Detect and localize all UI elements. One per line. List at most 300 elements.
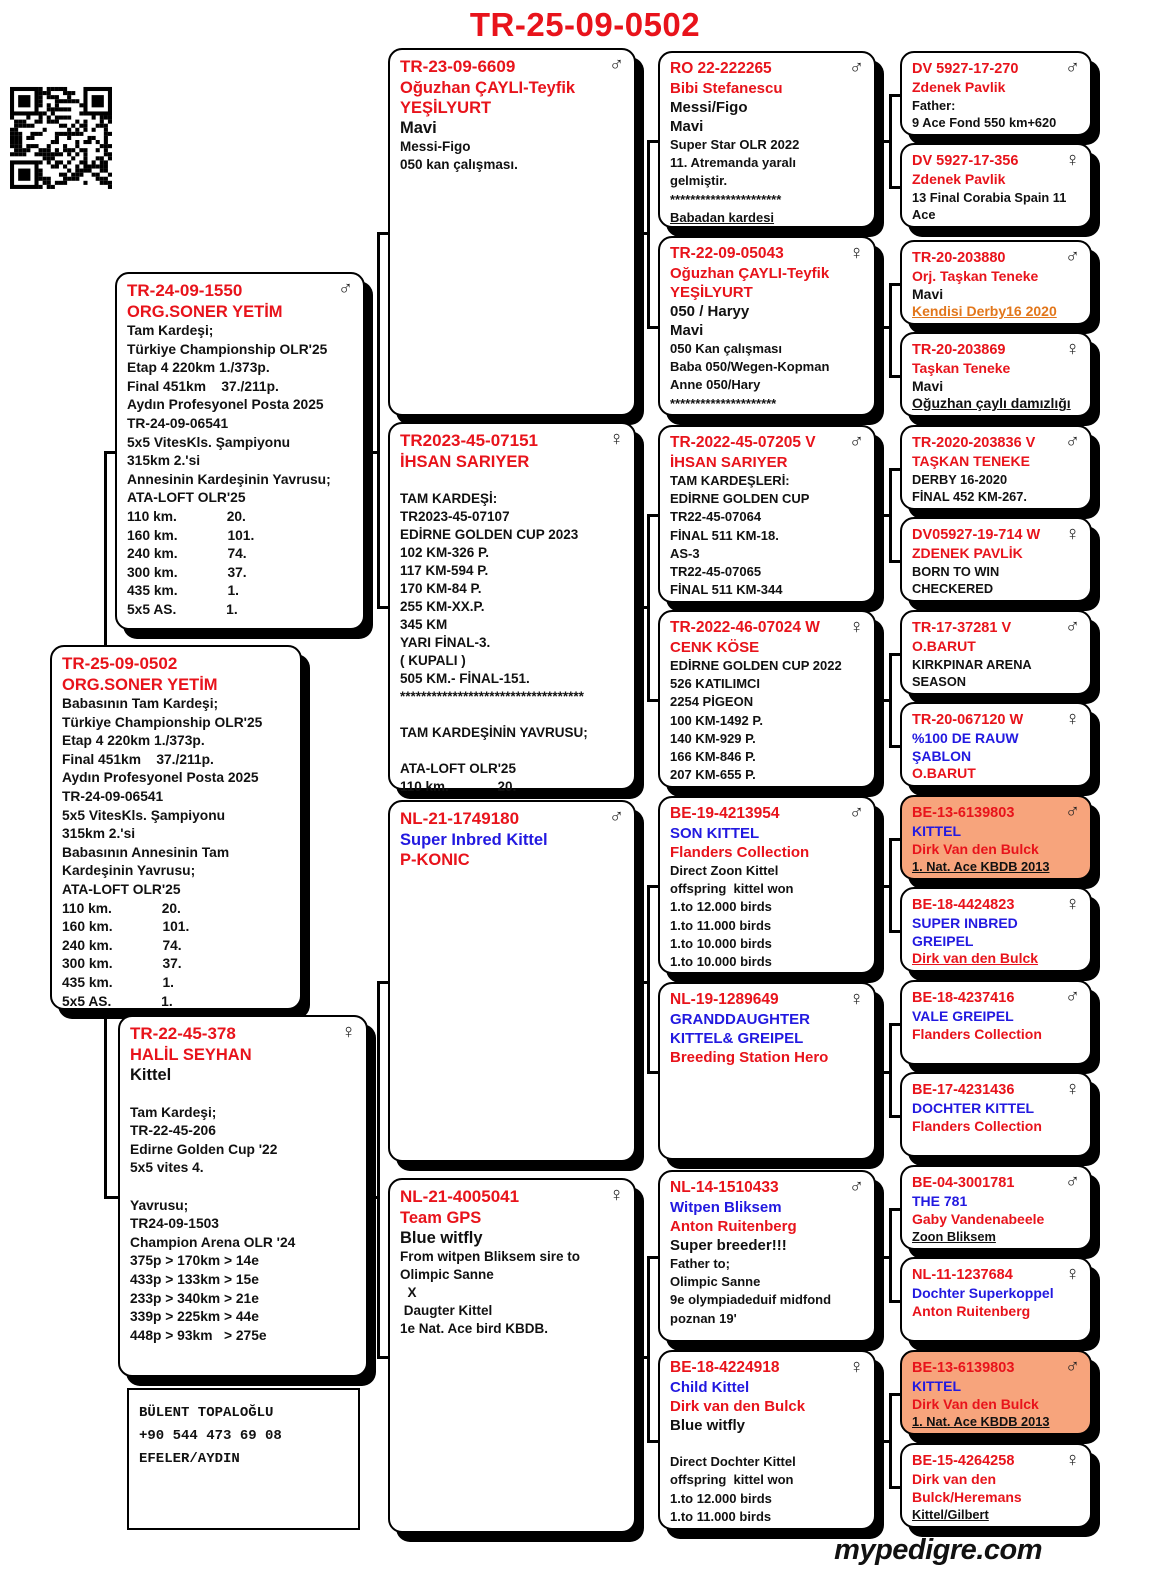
pedigree-box [388, 1178, 636, 1533]
ring-number: TR-20-203880 [912, 250, 1006, 266]
female-icon: ♀ [1065, 1263, 1080, 1285]
pedigree-line: SEASON [912, 673, 967, 689]
pedigree-line: Father: [912, 97, 956, 113]
connector-line [876, 140, 892, 143]
connector-line [889, 283, 892, 375]
pedigree-line: Gaby Vandenabeele [912, 1210, 1045, 1227]
pedigree-line: ATA-LOFT OLR'25 [127, 490, 246, 506]
pedigree-line: From witpen Bliksem sire to [400, 1249, 581, 1264]
pedigree-line: TR22-45-07064 [670, 509, 762, 525]
ring-number: NL-11-1237684 [912, 1267, 1013, 1283]
connector-line [647, 326, 658, 329]
male-icon: ♂ [849, 57, 864, 79]
ring-number: BE-13-6139803 [912, 1360, 1015, 1376]
pedigree-line: Mavi [670, 118, 704, 135]
connector-line [636, 981, 650, 984]
female-icon: ♀ [1065, 149, 1080, 171]
connector-line [377, 232, 388, 235]
connector-line [889, 838, 892, 930]
pedigree-line: 300 km. 37. [62, 956, 182, 972]
pedigree-line: TAM KARDEŞİNİN YAVRUSU; [400, 725, 588, 740]
ring-number: TR-20-067120 W [912, 712, 1024, 728]
pedigree-line: ********************** [670, 191, 782, 207]
pedigree-line: Direct Dochter Kittel [670, 1454, 796, 1470]
pedigree-line: Olimpic Sanne [400, 1267, 494, 1282]
pedigree-line: 1.to 12.000 birds [670, 899, 772, 915]
female-icon: ♀ [341, 1021, 356, 1043]
pedigree-line: Aydın Profesyonel Posta 2025 [62, 770, 259, 786]
pedigree-line: GREIPEL [912, 932, 974, 949]
pedigree-line: KIRKPINAR ARENA [912, 656, 1032, 672]
pedigree-line: 300 km. 37. [127, 564, 247, 580]
pedigree-line: 160 km. 101. [127, 527, 255, 543]
pedigree-line: Yavrusu; [130, 1197, 189, 1213]
pedigree-line: Final 451km 37./211p. [127, 378, 279, 394]
pedigree-line: Annesinin Kardeşinin Yavrusu; [127, 471, 331, 487]
pedigree-box [900, 1072, 1092, 1157]
connector-line [647, 514, 658, 517]
page-title: TR-25-09-0502 [469, 6, 701, 43]
connector-line [889, 186, 900, 189]
pedigree-line: KITTEL [912, 1378, 961, 1394]
pedigree-box [388, 800, 636, 1162]
pedigree-line: 1.to 11.000 birds [670, 1508, 772, 1524]
pedigree-line: 5x5 AS. 1. [127, 601, 238, 617]
pedigree-line: YEŞİLYURT [670, 284, 753, 301]
connector-line [889, 745, 900, 748]
pedigree-line: 255 KM-XX.P. [400, 599, 485, 614]
breeder-phone: +90 544 473 69 08 [139, 1428, 282, 1445]
pedigree-line: 140 KM-929 P. [670, 730, 756, 746]
pedigree-line: 1. Nat. Ace KBDB 2013 [912, 1414, 1050, 1430]
pedigree-line [400, 742, 624, 760]
male-icon: ♂ [1065, 616, 1080, 638]
pedigree-line: O.BARUT [912, 765, 976, 782]
pedigree-line: ORG.SONER YETİM [127, 303, 283, 321]
male-icon: ♂ [1065, 801, 1080, 823]
connector-line [647, 1071, 658, 1074]
male-icon: ♂ [1065, 986, 1080, 1008]
pedigree-box [900, 887, 1092, 972]
pedigree-line: ( KUPALI ) [400, 653, 466, 668]
connector-line [636, 232, 650, 235]
ring-number: TR-22-45-378 [130, 1024, 236, 1043]
connector-line [876, 699, 892, 702]
connector-line [876, 1071, 892, 1074]
pedigree-line: 375p > 170km > 14e [130, 1253, 259, 1269]
pedigree-line: TR2023-45-07107 [400, 509, 510, 524]
pedigree-line [400, 472, 624, 490]
female-icon: ♀ [1065, 1078, 1080, 1100]
breeder-name: BÜLENT TOPALOĞLU [139, 1405, 274, 1421]
connector-line [889, 560, 900, 563]
connector-line [104, 1196, 118, 1199]
pedigree-line: Dirk Van den Bulck [912, 840, 1039, 857]
pedigree-line: Orj. Taşkan Teneke [912, 268, 1039, 284]
pedigree-line: O.BARUT [912, 638, 976, 654]
pedigree-line: İHSAN SARIYER [670, 454, 788, 471]
pedigree-line: Father to; [670, 1256, 730, 1271]
pedigree-line: 5x5 VitesKls. Şampiyonu [62, 807, 226, 823]
pedigree-line: SUPER INBRED [912, 915, 1018, 931]
connector-line [889, 1208, 900, 1211]
ring-number: TR-24-09-1550 [127, 281, 243, 300]
pedigree-line: P-KONIC [400, 851, 470, 869]
pedigree-line: BORN TO WIN [912, 563, 1000, 579]
pedigree-line: 5x5 AS. 1. [62, 993, 173, 1009]
pedigree-line: 110 km. 20. [127, 508, 246, 524]
pedigree-line: Babasının Tam Kardeşi; [62, 696, 219, 711]
connector-line [889, 1208, 892, 1300]
pedigree-line: 433p > 133km > 15e [130, 1271, 259, 1287]
pedigree-line: Super Inbred Kittel [400, 831, 548, 849]
connector-line [889, 283, 900, 286]
pedigree-line: 240 km. 74. [62, 937, 182, 953]
connector-line [889, 1393, 900, 1396]
pedigree-line: 2254 PİGEON [670, 694, 754, 710]
pedigree-box [900, 1165, 1092, 1250]
pedigree-line: Türkiye Championship OLR'25 [62, 714, 263, 730]
pedigree-line: Child Kittel [670, 1379, 750, 1396]
pedigree-line: 050 Kan çalışması [670, 341, 783, 356]
pedigree-line: 339p > 225km > 44e [130, 1309, 259, 1325]
connector-line [647, 699, 658, 702]
pedigree-line: Blue witfly [400, 1229, 483, 1247]
pedigree-line: Flanders Collection [912, 1117, 1042, 1134]
pedigree-line: 5x5 vites 4. [130, 1160, 204, 1176]
pedigree-line: Babasının Annesinin Tam [62, 844, 230, 860]
pedigree-line: Champion Arena OLR '24 [130, 1234, 296, 1250]
connector-line [377, 1356, 388, 1359]
pedigree-line: YARI FİNAL-3. [400, 635, 491, 650]
pedigree-line: Blue witfly [670, 1417, 746, 1434]
male-icon: ♂ [849, 431, 864, 453]
connector-line [647, 885, 658, 888]
pedigree-line: YEŞİLYURT [400, 99, 492, 117]
ring-number: TR-17-37281 V [912, 620, 1012, 636]
pedigree-line: Ace [912, 206, 936, 222]
pedigree-line: 1.to 10.000 birds [670, 954, 772, 970]
pedigree-line: Dirk van den [912, 1471, 997, 1487]
female-icon: ♀ [1065, 1449, 1080, 1471]
connector-line [377, 232, 380, 606]
pedigree-box [118, 1015, 368, 1377]
qr-code-icon [10, 86, 112, 194]
pedigree-line: Team GPS [400, 1209, 482, 1227]
connector-line [365, 451, 380, 454]
ring-number: NL-21-4005041 [400, 1187, 520, 1206]
pedigree-box [900, 980, 1092, 1065]
pedigree-line: 166 KM-846 P. [670, 749, 756, 765]
pedigree-line: 1e Nat. Ace bird KBDB. [400, 1321, 549, 1336]
pedigree-line: DERBY 16-2020 [912, 471, 1008, 487]
pedigree-line [400, 706, 624, 724]
pedigree-line: Aydın Profesyonel Posta 2025 [127, 397, 324, 413]
pedigree-line: EDİRNE GOLDEN CUP 2022 [670, 658, 842, 673]
pedigree-line: Taşkan Teneke [912, 360, 1011, 376]
pedigree-box [658, 425, 876, 603]
pedigree-line: TR-24-09-06541 [62, 788, 164, 804]
pedigree-line: Mavi [400, 119, 437, 137]
pedigree-line: GRANDDAUGHTER [670, 1011, 810, 1028]
connector-line [377, 606, 388, 609]
pedigree-line: Anton Ruitenberg [912, 1302, 1031, 1319]
pedigree-line: TAM KARDEŞLERİ: [670, 473, 790, 488]
pedigree-line: TR-22-45-206 [130, 1123, 216, 1139]
pedigree-box [900, 240, 1092, 325]
pedigree-line: 207 KM-655 P. [670, 767, 756, 783]
pedigree-line: gelmiştir. [670, 173, 728, 189]
connector-line [876, 1256, 892, 1259]
pedigree-line: ORG.SONER YETİM [62, 676, 218, 694]
ring-number: BE-13-6139803 [912, 805, 1015, 821]
connector-line [636, 1356, 650, 1359]
pedigree-line: Baba 050/Wegen-Kopman [670, 359, 830, 375]
ring-number: BE-18-4424823 [912, 897, 1015, 913]
female-icon: ♀ [849, 988, 864, 1010]
ring-number: TR-2022-46-07024 W [670, 619, 820, 636]
pedigree-line: 505 KM.- FİNAL-151. [400, 671, 530, 686]
female-icon: ♀ [609, 428, 624, 450]
pedigree-box [50, 645, 302, 1010]
ring-number: TR-23-09-6609 [400, 57, 516, 76]
female-icon: ♀ [1065, 523, 1080, 545]
pedigree-line: Zdenek Pavlik [912, 171, 1006, 187]
ring-number: BE-04-3001781 [912, 1175, 1015, 1191]
pedigree-box [900, 332, 1092, 417]
pedigree-line: 100 KM-1492 P. [670, 712, 763, 728]
pedigree-line: Olimpic Sanne [670, 1274, 761, 1290]
pedigree-line: ŞABLON [912, 747, 972, 764]
pedigree-line: Messi/Figo [670, 99, 748, 116]
pedigree-line: Messi-Figo [400, 139, 471, 154]
pedigree-line: Etap 4 220km 1./373p. [127, 360, 270, 376]
pedigree-line: 102 KM-326 P. [400, 545, 490, 560]
pedigree-line: 435 km. 1. [62, 974, 174, 990]
pedigree-line: Super breeder!!! [670, 1237, 787, 1254]
connector-line [889, 1023, 900, 1026]
female-icon: ♀ [1065, 893, 1080, 915]
ring-number: NL-21-1749180 [400, 809, 520, 828]
pedigree-line: KITTEL [912, 823, 961, 839]
pedigree-line: Super Star OLR 2022 [670, 137, 800, 152]
connector-line [636, 606, 650, 609]
pedigree-box [388, 48, 636, 416]
connector-line [889, 930, 900, 933]
connector-line [889, 94, 900, 97]
connector-line [368, 1196, 380, 1199]
pedigree-box [658, 982, 876, 1160]
pedigree-line: 1. Nat. Ace KBDB 2013 [912, 859, 1050, 875]
pedigree-line: 11. Atremanda yaralı [670, 155, 796, 171]
pedigree-line: TR24-09-1503 [130, 1216, 219, 1232]
pedigree-line [130, 1178, 356, 1197]
pedigree-box [900, 610, 1092, 695]
ring-number: BE-19-4213954 [670, 805, 780, 822]
pedigree-line: Dirk Van den Bulck [912, 1395, 1039, 1412]
pedigree-box [900, 795, 1092, 880]
connector-line [889, 468, 900, 471]
pedigree-line: Oğuzhan ÇAYLI-Teyfik [670, 265, 830, 282]
pedigree-line: Flanders Collection [912, 1025, 1042, 1042]
connector-line [876, 326, 892, 329]
pedigree-line: 448p > 93km > 275e [130, 1327, 267, 1343]
pedigree-box [900, 143, 1092, 228]
connector-line [647, 1256, 650, 1440]
pedigree-line: Kardeşinin Yavrusu; [62, 863, 196, 879]
pedigree-line: Bulck/Heremans [912, 1488, 1022, 1505]
pedigree-box [658, 796, 876, 974]
breeder-location: EFELER/AYDIN [139, 1451, 240, 1468]
pedigree-box [115, 272, 365, 630]
pedigree-line: EDİRNE GOLDEN CUP 2023 [400, 527, 579, 542]
pedigree-line: FİNAL 452 KM-267. [912, 488, 1027, 504]
ring-number: DV05927-19-714 W [912, 527, 1041, 543]
pedigree-line: 117 KM-594 P. [400, 563, 489, 578]
pedigree-line: offspring kittel won [670, 1472, 794, 1488]
pedigree-line: AS-3 [670, 545, 700, 561]
pedigree-line: Mavi [912, 377, 944, 394]
pedigree-line: offspring kittel won [670, 881, 794, 897]
pedigree-line: TAM KARDEŞİ: [400, 491, 498, 506]
pedigree-line: Kittel/Gilbert [912, 1507, 989, 1523]
pedigree-line: Anne 050/Hary [670, 377, 761, 393]
pedigree-line: *********************************** [400, 689, 584, 704]
pedigree-line: İHSAN SARIYER [400, 453, 530, 471]
pedigree-line: 1.to 12.000 birds [670, 1490, 772, 1506]
ring-number: DV 5927-17-356 [912, 153, 1019, 169]
pedigree-line: 233p > 340km > 21e [130, 1290, 259, 1306]
male-icon: ♂ [849, 802, 864, 824]
male-icon: ♂ [1065, 1171, 1080, 1193]
pedigree-box [900, 517, 1092, 602]
pedigree-line: 110 km. 20. [400, 779, 517, 794]
pedigree-line: poznan 19' [670, 1310, 737, 1326]
pedigree-box [900, 702, 1092, 787]
female-icon: ♀ [1065, 708, 1080, 730]
male-icon: ♂ [1065, 57, 1080, 79]
connector-line [889, 375, 900, 378]
pedigree-line: Türkiye Championship OLR'25 [127, 341, 328, 357]
connector-line [889, 1115, 900, 1118]
pedigree-line: KITTEL& GREIPEL [670, 1030, 804, 1047]
male-icon: ♂ [1065, 431, 1080, 453]
male-icon: ♂ [338, 278, 353, 300]
pedigree-line: Tam Kardeşi; [130, 1104, 217, 1120]
pedigree-line: Tam Kardeşi; [127, 323, 214, 338]
watermark-logo: mypedigre.com [834, 1534, 1042, 1566]
pedigree-line: Direct Zoon Kittel [670, 863, 779, 878]
ring-number: BE-15-4264258 [912, 1453, 1015, 1469]
pedigree-line: 160 km. 101. [62, 919, 190, 935]
connector-line [647, 1256, 658, 1259]
connector-line [889, 653, 900, 656]
pedigree-line: Mavi [670, 322, 704, 339]
pedigree-line: CENK KÖSE [670, 639, 760, 656]
pedigree-line: Oğuzhan ÇAYLI-Teyfik [400, 79, 576, 97]
pedigree-line: 315km 2.'si [62, 826, 136, 842]
pedigree-line: EDİRNE GOLDEN CUP [670, 491, 810, 507]
connector-line [104, 451, 115, 454]
connector-line [889, 1300, 900, 1303]
pedigree-line: Witpen Bliksem [670, 1199, 782, 1216]
pedigree-line: 526 KATILIMCI [670, 676, 761, 692]
connector-line [647, 885, 650, 1071]
pedigree-line: TAŞKAN TENEKE [912, 453, 1030, 469]
ring-number: BE-18-4237416 [912, 990, 1015, 1006]
connector-line [647, 140, 658, 143]
connector-line [889, 1486, 900, 1489]
pedigree-box [900, 1350, 1092, 1435]
pedigree-box [658, 236, 876, 416]
pedigree-line: THE 781 [912, 1193, 968, 1209]
pedigree-box [388, 422, 636, 794]
pedigree-line: 240 km. 74. [127, 546, 247, 562]
pedigree-box [658, 51, 876, 228]
pedigree-line: CHECKERED [912, 580, 994, 596]
pedigree-line: 345 KM [400, 617, 448, 632]
male-icon: ♂ [1065, 246, 1080, 268]
pedigree-line: Babadan kardesi [670, 209, 775, 225]
pedigree-line: 9 Ace Fond 550 km+620 [912, 114, 1057, 130]
ring-number: RO 22-222265 [670, 60, 772, 77]
pedigree-line: X [400, 1285, 417, 1300]
pedigree-line: 1.to 10.000 birds [670, 935, 772, 951]
pedigree-line: Edirne Golden Cup '22 [130, 1141, 278, 1157]
pedigree-line: 315km 2.'si [127, 453, 201, 469]
pedigree-line: Mavi [912, 285, 944, 302]
connector-line [647, 1440, 658, 1443]
pedigree-line: ZDENEK PAVLİK [912, 545, 1023, 561]
pedigree-line: TR-24-09-06541 [127, 415, 229, 431]
pedigree-line: Breeding Station Hero [670, 1049, 829, 1066]
connector-line [876, 514, 892, 517]
pedigree-line: Dirk van den Bulck [912, 950, 1039, 967]
pedigree-line [670, 1435, 864, 1453]
pedigree-line: Kendisi Derby16 2020 [912, 303, 1057, 320]
pedigree-line: 050 / Haryy [670, 303, 750, 320]
pedigree-line: Etap 4 220km 1./373p. [62, 733, 205, 749]
pedigree-line: SON KITTEL [670, 825, 760, 842]
pedigree-line: 9e olympiadeduif midfond [670, 1292, 832, 1308]
pedigree-box [658, 1170, 876, 1342]
pedigree-line: %100 DE RAUW [912, 730, 1019, 746]
female-icon: ♀ [609, 1184, 624, 1206]
pedigree-line: 170 KM-84 P. [400, 581, 482, 596]
pedigree-line: Bibi Stefanescu [670, 80, 783, 97]
connector-line [876, 885, 892, 888]
pedigree-box [900, 51, 1092, 136]
ring-number: NL-14-1510433 [670, 1179, 779, 1196]
female-icon: ♀ [849, 616, 864, 638]
male-icon: ♂ [1065, 1356, 1080, 1378]
pedigree-box [900, 1257, 1092, 1342]
connector-line [889, 838, 900, 841]
pedigree-box [658, 610, 876, 788]
pedigree-box [900, 1443, 1092, 1528]
ring-number: TR-22-09-05043 [670, 245, 784, 262]
male-icon: ♂ [849, 1176, 864, 1198]
pedigree-line: FİNAL 511 KM-18. [670, 527, 779, 543]
pedigree-line: Kittel [130, 1066, 172, 1084]
female-icon: ♀ [1065, 338, 1080, 360]
pedigree-line: HALİL SEYHAN [130, 1046, 252, 1064]
pedigree-line: VALE GREIPEL [912, 1008, 1014, 1024]
ring-number: TR2023-45-07151 [400, 431, 538, 450]
ring-number: BE-17-4231436 [912, 1082, 1015, 1098]
connector-line [377, 981, 380, 1356]
pedigree-box [900, 425, 1092, 510]
